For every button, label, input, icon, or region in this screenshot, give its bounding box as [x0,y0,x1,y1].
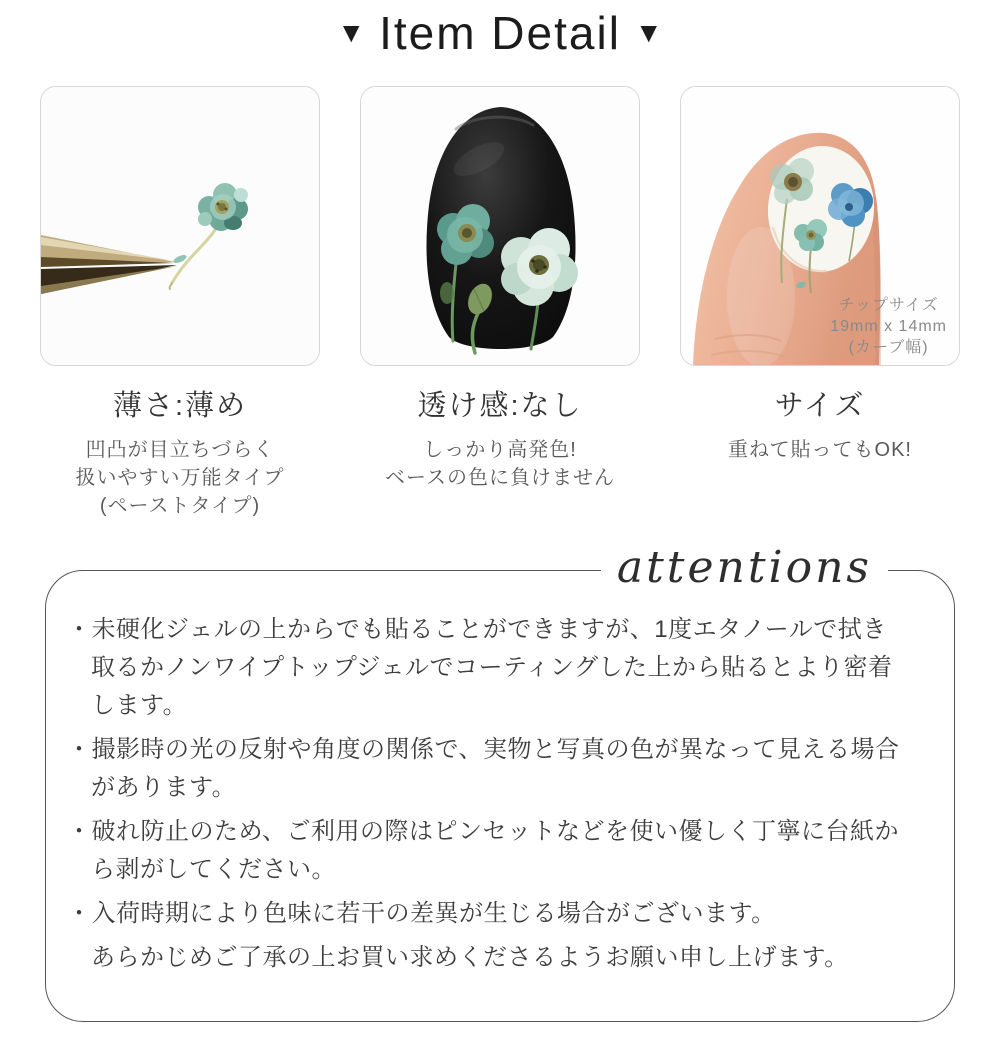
feature-description [360,436,640,492]
triangle-down-icon: ▼ [634,17,663,48]
feature-row [0,86,1000,520]
chip-size-line: チップサイズ [838,297,939,314]
note-line: ・撮影時の光の反射や角度の関係で、実物と写真の色が異なって見える場合 [67,736,900,763]
feature-heading: 透け感:なし [417,390,583,422]
note-item [67,939,944,977]
note-line: あらかじめご了承の上お買い求めくださるようお願い申し上げます。 [91,944,849,971]
page-title [0,0,1000,86]
feature-description-line: ベースの色に負けません [385,467,615,489]
feature-description-line: (ペーストタイプ) [99,495,261,517]
nail-tip-photo [360,86,640,366]
black-nail-illustration [361,87,639,365]
note-item [67,611,944,725]
note-line: ・入荷時期により色味に若干の差異が生じる場合がございます。 [67,900,776,927]
attentions-label: attentions [601,538,888,598]
feature-description-line: 重ねて貼ってもOK! [728,439,912,461]
triangle-down-icon: ▼ [337,17,366,48]
feature-heading: サイズ [774,390,866,422]
feature-heading: 薄さ:薄め [112,390,248,422]
note-item [67,731,944,807]
attention-notes [46,571,954,977]
finger-nail-photo [680,86,960,366]
note-line: ・破れ防止のため、ご利用の際はピンセットなどを使い優しく丁寧に台紙か [67,818,900,845]
note-line: ら剥がしてください。 [91,856,336,883]
feature-description-line: しっかり高発色! [423,439,577,461]
feature-description-line: 扱いやすい万能タイプ [75,467,285,489]
feature-thinness [40,86,320,520]
note-line: があります。 [91,774,237,801]
attentions-box [45,542,955,1022]
note-line: ・未硬化ジェルの上からでも貼ることができますが、1度エタノールで拭き [67,616,887,643]
note-item [67,813,944,889]
chip-size-note [830,295,947,358]
feature-size [680,86,960,520]
note-line: 取るかノンワイプトップジェルでコーティングした上から貼るとより密着 [91,654,893,681]
note-line: します。 [91,692,188,719]
page-title-text: Item Detail [379,7,621,59]
feature-description [40,436,320,520]
note-item [67,895,944,933]
feature-description [680,436,960,464]
chip-size-line: (カーブ幅) [848,339,929,356]
feature-description-line: 凹凸が目立ちづらく [85,439,275,461]
tweezers-photo [40,86,320,366]
chip-size-line: 19mm x 14mm [830,318,947,335]
feature-opacity [360,86,640,520]
tweezers-flower-illustration [41,87,319,365]
